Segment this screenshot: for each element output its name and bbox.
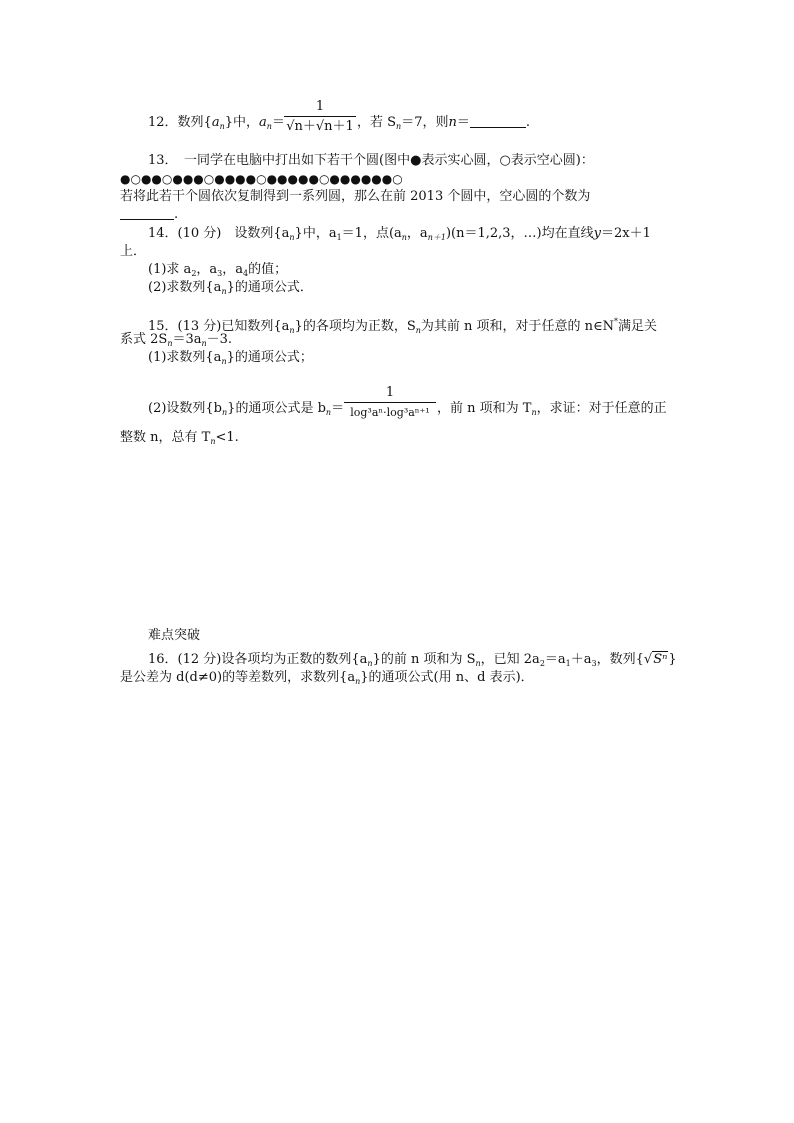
fraction-numerator: 1 (385, 385, 395, 400)
q13-circle-sequence: ●○●●○●●●○●●●●○●●●●●○●●●●●●○ (120, 172, 403, 186)
q15-part2-tail: ，前 n 项和为 $T_n$，求证：对于任意的正 (437, 401, 667, 417)
q13-line2: 若将此若干个圆依次复制得到一系列圆，那么在前 2013 个圆中，空心圆的个数为 (120, 189, 591, 204)
q15-line2: 系式 $2S_n=3a_n-3$. (120, 332, 233, 348)
sqrt-sign: √ (643, 652, 653, 667)
q15-line4: 整数 n，总有 $T_n<1$. (120, 430, 239, 446)
q16-line1: 16．(12 分)设各项均为正数的数列$\{a_n\}$的前 n 项和为 $S_n$，已知 $2a_2=a_1+a_3$，数列{√Sⁿ} (148, 652, 677, 668)
q12-line-tail: ，若 $S_n=7$，则n＝ . (357, 115, 531, 131)
q14-line1: 14．(10 分) 设数列$\{a_n\}$中，$a_1=1$，点($a_n$，$a_{n+1})(n=1,2,3$，…)均在直线y＝2x＋1 (148, 226, 651, 242)
q12-prefix: 12．数列{ (148, 115, 212, 130)
answer-blank[interactable] (470, 115, 526, 128)
answer-blank[interactable] (120, 207, 174, 220)
q12-fraction (284, 100, 356, 135)
q13-line1: 13． 一同学在电脑中打出如下若干个圆(图中●表示实心圆，○表示空心圆)： (148, 153, 594, 168)
fraction-numerator: 1 (315, 99, 325, 114)
q15-part1: (1)求数列$\{a_n\}$的通项公式； (148, 350, 313, 366)
q15-fraction (344, 386, 436, 421)
q15-part2: (2)设数列$\{b_n\}$的通项公式是 $b_n=$ (148, 401, 345, 417)
q12-line: 12．数列$\{a_n\}$中，$a_n=$ (148, 115, 285, 131)
fraction-denominator: √n＋√n＋1 (286, 119, 354, 134)
fraction-bar (284, 116, 356, 117)
q14-part2: (2)求数列$\{a_n\}$的通项公式． (148, 280, 313, 296)
fraction-denominator: log³aⁿ·log³aⁿ⁺¹ (350, 406, 430, 419)
q16-line2: 是公差为 d(d≠0)的等差数列，求数列$\{a_n\}$的通项公式(用 n、d 表示)． (120, 670, 534, 686)
fraction-bar (344, 402, 436, 403)
q14-part1: (1)求 $a_2$，$a_3$，$a_4$的值； (148, 262, 288, 278)
q14-line2: 上． (120, 244, 147, 259)
q13-line3: . (120, 206, 178, 224)
q15-line1: 15．(13 分)已知数列$\{a_n\}$的各项均为正数，$S_n$为其前 n 项和，对于任意的 n∈N*满足关 (148, 317, 658, 335)
section-title: 难点突破 (148, 628, 201, 643)
